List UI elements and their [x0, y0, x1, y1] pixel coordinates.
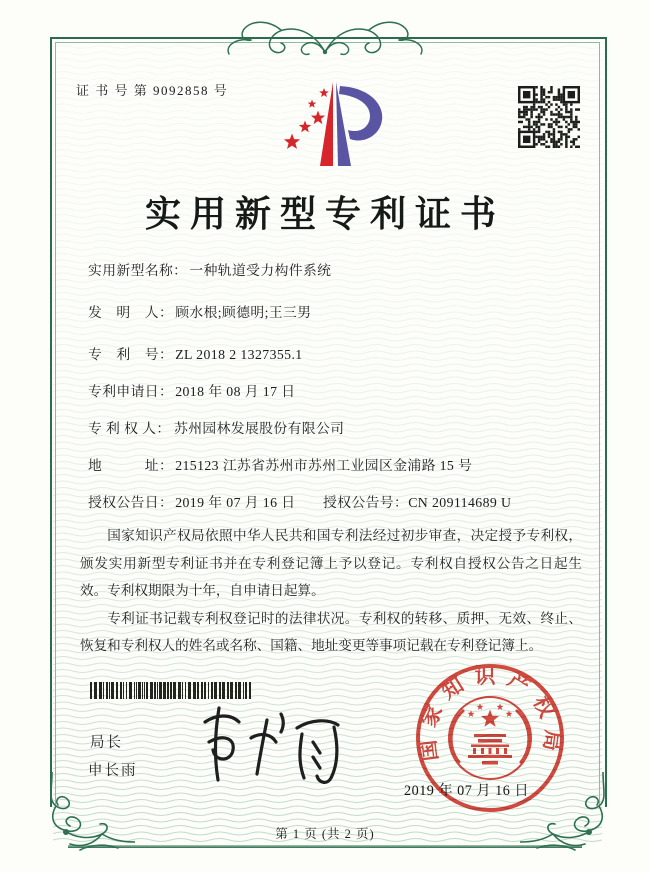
legal-paragraph-1: 国家知识产权局依照中华人民共和国专利法经过初步审查，决定授予专利权，颁发实用新型专利证书并在专利登记簿上予以登记。专利权自授权公告之日起生效。专利权期限为十年，自申请日起算。: [80, 528, 582, 599]
field-row-patent-number: [88, 343, 303, 363]
field-value: 2019 年 07 月 16 日: [175, 495, 296, 510]
field-label: 地 址：: [88, 458, 174, 473]
handwritten-signature-icon: [185, 694, 355, 789]
field-row-address: [88, 454, 472, 474]
field-row-inventors: [88, 301, 311, 321]
certificate-number: 证 书 号 第 9092858 号: [76, 83, 229, 98]
field-value: 一种轨道受力构件系统: [189, 263, 332, 278]
seal-date: 2019 年 07 月 16 日: [404, 783, 530, 799]
cnipa-logo-icon: [262, 76, 394, 174]
signer-name: 申长雨: [88, 763, 138, 779]
field-value: 苏州园林发展股份有限公司: [174, 421, 345, 436]
field-label: 专 利 权 人：: [88, 421, 171, 436]
field-value: ZL 2018 2 1327355.1: [175, 347, 303, 362]
field-label: 专利申请日：: [88, 384, 174, 399]
qr-code-icon: [518, 86, 580, 148]
grant-number-group: [323, 491, 511, 511]
field-label: 实用新型名称：: [88, 263, 188, 278]
field-value: 顾水根;顾德明;王三男: [175, 305, 312, 320]
bottom-left-floral-icon: [40, 772, 135, 867]
field-row-grant: [88, 491, 580, 511]
field-row-filing-date: [88, 380, 295, 400]
field-label: 授权公告号：: [323, 495, 409, 510]
legal-paragraph-2: 专利证书记载专利权登记时的法律状况。专利权的转移、质押、无效、终止、恢复和专利权人的姓名或名称、国籍、地址变更等事项记载在专利登记簿上。: [80, 610, 582, 654]
footer-page-number: 第 1 页 (共 2 页): [275, 827, 375, 841]
seal-text: 国家知识产权局: [414, 663, 566, 763]
field-row-patentee: [88, 417, 344, 437]
field-value: 215123 江苏省苏州市苏州工业园区金浦路 15 号: [175, 458, 473, 473]
field-label: 专 利 号：: [88, 347, 174, 362]
field-value: 2018 年 08 月 17 日: [175, 384, 296, 399]
field-label: 授权公告日：: [88, 495, 174, 510]
signer-title: 局长: [90, 735, 123, 751]
top-ornament-icon: [215, 16, 435, 62]
field-row-utility-model-name: [88, 259, 331, 279]
field-value: CN 209114689 U: [408, 495, 512, 510]
field-label: 发 明 人：: [88, 305, 174, 320]
bottom-border-rule: [68, 845, 582, 848]
legal-text: [80, 522, 582, 660]
certificate-title: 实用新型专利证书: [144, 194, 505, 234]
